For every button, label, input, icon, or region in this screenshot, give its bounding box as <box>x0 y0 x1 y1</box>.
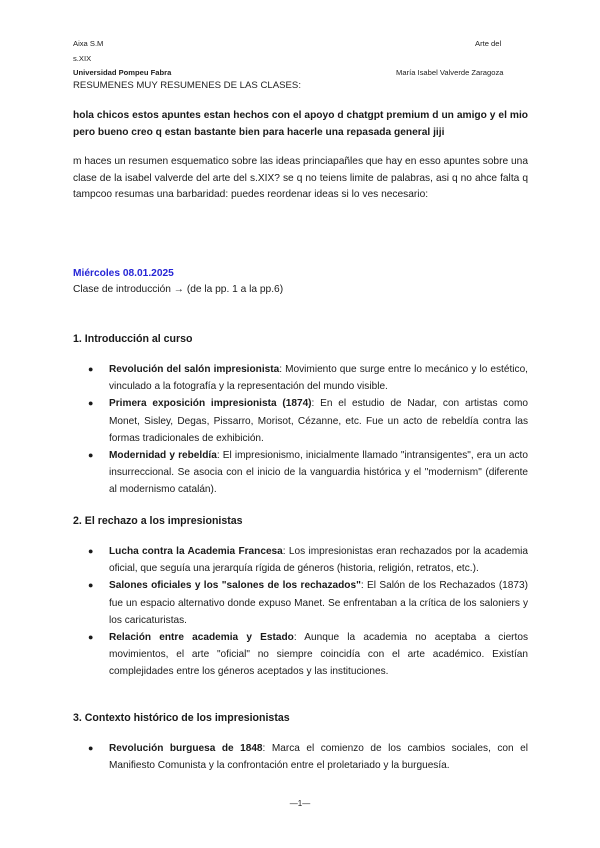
list-item <box>88 577 528 629</box>
list-item <box>88 740 528 774</box>
bullet-term: Lucha contra la Academia Francesa <box>109 546 283 557</box>
section-title-3: 3. Contexto histórico de los impresionistas <box>73 712 290 724</box>
section-title-1: 1. Introducción al curso <box>73 333 193 345</box>
bullet-text: : El Salón de los Rechazados (1873) fue un espacio alternativo donde expuso Manet. Se enfrentaban a la crítica de los saloniers y los caricaturistas. <box>109 580 529 626</box>
note-paragraph: hola chicos estos apuntes estan hechos con el apoyo d chatgpt premium d un amigo y el mio pero bueno creo q estan bastante bien para hacerle una repasada general jiji <box>73 110 528 138</box>
bullet-term: Relación entre academia y Estado <box>109 632 294 644</box>
bullet-term: Salones oficiales y los "salones de los rechazados" <box>109 580 361 592</box>
bullet-icon: ● <box>88 580 94 591</box>
bullet-term: Revolución del salón impresionista <box>109 364 280 375</box>
section-2-bullets <box>88 543 528 681</box>
page-number: —1— <box>289 799 311 808</box>
bullet-icon: ● <box>88 632 94 643</box>
bullet-text: : En el estudio de Nadar, con artistas como Monet, Sisley, Degas, Pissarro, Morisot, Cézanne, etc. Fue un acto de rebeldía contra las formas tradicionales de exhibición. <box>109 398 528 444</box>
section-3-bullets <box>88 740 528 774</box>
header-course-cont: s.XIX <box>73 54 92 63</box>
intro-title: RESUMENES MUY RESUMENES DE LAS CLASES: <box>73 80 302 91</box>
header-university: Universidad Pompeu Fabra <box>73 68 172 77</box>
list-item <box>88 629 528 681</box>
prompt-paragraph: m haces un resumen esquematico sobre las ideas princiapañles que hay en esso apuntes sobre una clase de la isabel valverde del arte del s.XIX? se q no teiens limite de palabras, asi q no ahce falta q tampcoo resumas una barbaridad: puedes reordenar ideas si lo ves necesario: <box>73 156 528 200</box>
list-item <box>88 361 528 395</box>
bullet-icon: ● <box>88 450 94 461</box>
list-item <box>88 395 528 447</box>
bullet-text: : Movimiento que surge entre lo mecánico y lo estético, vinculado a la fotografía y la representación del mundo visible. <box>109 364 528 393</box>
bullet-icon: ● <box>88 364 94 374</box>
bullet-icon: ● <box>88 546 94 556</box>
section-1-bullets <box>88 361 528 499</box>
bullet-icon: ● <box>88 743 94 753</box>
bullet-text: : Aunque la academia no aceptaba a ciertos movimientos, el arte "oficial" no siempre coincidía con el arte académico. Existían complejidades entre los géneros aceptados y las instituciones. <box>109 632 529 678</box>
bullet-text: : Marca el comienzo de los cambios sociales, con el Manifiesto Comunista y la confrontación entre el proletariado y la burguesía. <box>109 743 528 772</box>
section-title-2: 2. El rechazo a los impresionistas <box>73 515 243 527</box>
header-author: Aixa S.M <box>73 39 104 48</box>
bullet-term: Primera exposición impresionista (1874) <box>109 398 312 410</box>
bullet-term: Revolución burguesa de 1848 <box>109 743 263 754</box>
header-course: Arte del <box>475 39 502 48</box>
list-item <box>88 543 528 577</box>
bullet-icon: ● <box>88 398 94 409</box>
list-item <box>88 447 528 499</box>
bullet-text: : El impresionismo, inicialmente llamado "intransigentes", era un acto insurreccional. Se asocia con el inicio de la vanguardia histórica y el "modernism" (diferente al modernismo catalán). <box>109 450 528 496</box>
class-intro: Clase de introducción → (de la pp. 1 a la pp.6) <box>73 284 284 295</box>
bullet-text: : Los impresionistas eran rechazados por la academia oficial, que seguía una jerarquía rígida de géneros (historia, religión, retratos, etc.). <box>109 546 528 575</box>
header-professor: María Isabel Valverde Zaragoza <box>396 68 504 77</box>
class-date: Miércoles 08.01.2025 <box>73 268 174 279</box>
bullet-term: Modernidad y rebeldía <box>109 450 217 462</box>
